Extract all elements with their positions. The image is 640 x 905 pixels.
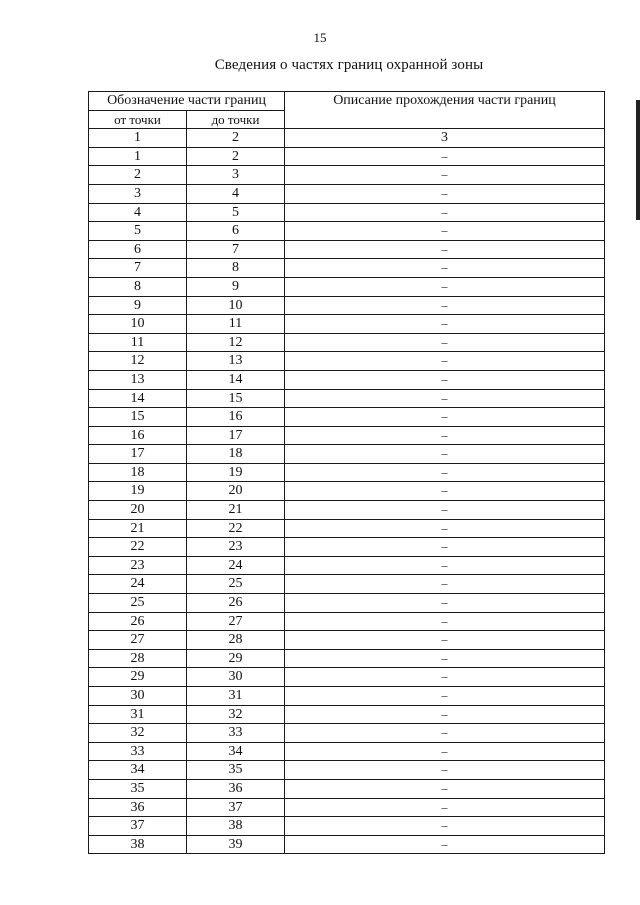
to-point-cell: 39 bbox=[187, 835, 285, 854]
from-point-cell: 2 bbox=[89, 166, 187, 185]
from-point-cell: 27 bbox=[89, 631, 187, 650]
page-number: 15 bbox=[313, 30, 327, 45]
from-point-cell: 19 bbox=[89, 482, 187, 501]
table-row bbox=[89, 779, 605, 798]
to-point-cell: 13 bbox=[187, 352, 285, 371]
to-point-cell: 9 bbox=[187, 277, 285, 296]
description-cell: – bbox=[285, 705, 605, 724]
to-point-cell: 30 bbox=[187, 668, 285, 687]
table-row bbox=[89, 798, 605, 817]
to-point-cell: 14 bbox=[187, 370, 285, 389]
from-point-cell: 5 bbox=[89, 222, 187, 241]
description-cell: – bbox=[285, 277, 605, 296]
table-row bbox=[89, 370, 605, 389]
description-cell: – bbox=[285, 426, 605, 445]
table-row bbox=[89, 166, 605, 185]
table-row bbox=[89, 315, 605, 334]
table-row bbox=[89, 333, 605, 352]
to-point-cell: 33 bbox=[187, 724, 285, 743]
to-point-cell: 10 bbox=[187, 296, 285, 315]
from-point-cell: 13 bbox=[89, 370, 187, 389]
description-cell: – bbox=[285, 668, 605, 687]
to-point-cell: 8 bbox=[187, 259, 285, 278]
to-point-cell: 2 bbox=[187, 147, 285, 166]
description-cell: – bbox=[285, 724, 605, 743]
to-point-cell: 27 bbox=[187, 612, 285, 631]
table-row bbox=[89, 538, 605, 557]
from-point-cell: 37 bbox=[89, 817, 187, 836]
description-cell: – bbox=[285, 333, 605, 352]
description-cell: – bbox=[285, 296, 605, 315]
to-point-column-header: до точки bbox=[187, 110, 285, 129]
from-point-cell: 15 bbox=[89, 408, 187, 427]
table-row bbox=[89, 761, 605, 780]
to-point-cell: 32 bbox=[187, 705, 285, 724]
table-row bbox=[89, 296, 605, 315]
description-cell: – bbox=[285, 445, 605, 464]
from-point-cell: 10 bbox=[89, 315, 187, 334]
table-row bbox=[89, 835, 605, 854]
from-point-cell: 30 bbox=[89, 687, 187, 706]
table-row bbox=[89, 445, 605, 464]
table-row bbox=[89, 742, 605, 761]
description-cell: – bbox=[285, 556, 605, 575]
to-point-cell: 11 bbox=[187, 315, 285, 334]
table-row bbox=[89, 612, 605, 631]
table-row bbox=[89, 501, 605, 520]
description-cell: – bbox=[285, 408, 605, 427]
table-row bbox=[89, 389, 605, 408]
to-point-cell: 7 bbox=[187, 240, 285, 259]
table-row bbox=[89, 594, 605, 613]
to-point-cell: 23 bbox=[187, 538, 285, 557]
from-point-cell: 16 bbox=[89, 426, 187, 445]
table-row bbox=[89, 556, 605, 575]
description-cell: – bbox=[285, 370, 605, 389]
table-row bbox=[89, 240, 605, 259]
table-row bbox=[89, 222, 605, 241]
table-row bbox=[89, 203, 605, 222]
description-cell: – bbox=[285, 575, 605, 594]
to-point-cell: 5 bbox=[187, 203, 285, 222]
to-point-cell: 38 bbox=[187, 817, 285, 836]
description-cell: – bbox=[285, 817, 605, 836]
table-row bbox=[89, 408, 605, 427]
from-point-cell: 9 bbox=[89, 296, 187, 315]
description-cell: – bbox=[285, 742, 605, 761]
to-point-cell: 4 bbox=[187, 184, 285, 203]
table-header bbox=[89, 92, 605, 129]
from-point-cell: 38 bbox=[89, 835, 187, 854]
column-index-row bbox=[89, 129, 605, 148]
from-point-cell: 4 bbox=[89, 203, 187, 222]
boundary-table bbox=[88, 91, 605, 854]
table-row bbox=[89, 705, 605, 724]
to-point-cell: 29 bbox=[187, 649, 285, 668]
description-cell: – bbox=[285, 631, 605, 650]
description-cell: – bbox=[285, 203, 605, 222]
table-body bbox=[89, 129, 605, 854]
description-cell: – bbox=[285, 166, 605, 185]
to-point-cell: 16 bbox=[187, 408, 285, 427]
table-row bbox=[89, 184, 605, 203]
from-point-cell: 23 bbox=[89, 556, 187, 575]
to-point-cell: 26 bbox=[187, 594, 285, 613]
to-point-cell: 19 bbox=[187, 463, 285, 482]
from-point-cell: 6 bbox=[89, 240, 187, 259]
from-point-cell: 34 bbox=[89, 761, 187, 780]
to-point-cell: 17 bbox=[187, 426, 285, 445]
from-point-cell: 36 bbox=[89, 798, 187, 817]
from-point-cell: 11 bbox=[89, 333, 187, 352]
table-row bbox=[89, 463, 605, 482]
description-cell: – bbox=[285, 612, 605, 631]
to-point-cell: 18 bbox=[187, 445, 285, 464]
from-point-cell: 3 bbox=[89, 184, 187, 203]
to-point-cell: 6 bbox=[187, 222, 285, 241]
from-point-cell: 25 bbox=[89, 594, 187, 613]
table-row bbox=[89, 259, 605, 278]
from-point-cell: 8 bbox=[89, 277, 187, 296]
table-row bbox=[89, 482, 605, 501]
table-row bbox=[89, 631, 605, 650]
to-point-cell: 3 bbox=[187, 166, 285, 185]
description-cell: – bbox=[285, 240, 605, 259]
to-point-cell: 37 bbox=[187, 798, 285, 817]
to-point-cell: 25 bbox=[187, 575, 285, 594]
description-cell: – bbox=[285, 501, 605, 520]
to-point-cell: 20 bbox=[187, 482, 285, 501]
description-cell: – bbox=[285, 222, 605, 241]
description-cell: – bbox=[285, 352, 605, 371]
description-cell: – bbox=[285, 519, 605, 538]
from-point-column-header: от точки bbox=[89, 110, 187, 129]
scan-edge-mark bbox=[636, 100, 640, 220]
from-point-cell: 22 bbox=[89, 538, 187, 557]
from-point-cell: 32 bbox=[89, 724, 187, 743]
description-cell: – bbox=[285, 259, 605, 278]
column-index-cell: 1 bbox=[89, 129, 187, 148]
description-cell: – bbox=[285, 184, 605, 203]
table-row bbox=[89, 817, 605, 836]
description-cell: – bbox=[285, 761, 605, 780]
from-point-cell: 7 bbox=[89, 259, 187, 278]
to-point-cell: 35 bbox=[187, 761, 285, 780]
description-cell: – bbox=[285, 482, 605, 501]
table-row bbox=[89, 575, 605, 594]
column-index-cell: 2 bbox=[187, 129, 285, 148]
description-cell: – bbox=[285, 315, 605, 334]
description-cell: – bbox=[285, 147, 605, 166]
to-point-cell: 15 bbox=[187, 389, 285, 408]
table-row bbox=[89, 687, 605, 706]
description-column-header: Описание прохождения части границ bbox=[285, 92, 605, 129]
description-cell: – bbox=[285, 594, 605, 613]
description-cell: – bbox=[285, 463, 605, 482]
table-row bbox=[89, 277, 605, 296]
to-point-cell: 36 bbox=[187, 779, 285, 798]
to-point-cell: 24 bbox=[187, 556, 285, 575]
description-cell: – bbox=[285, 779, 605, 798]
from-point-cell: 18 bbox=[89, 463, 187, 482]
to-point-cell: 28 bbox=[187, 631, 285, 650]
from-point-cell: 24 bbox=[89, 575, 187, 594]
description-cell: – bbox=[285, 835, 605, 854]
to-point-cell: 21 bbox=[187, 501, 285, 520]
table-row bbox=[89, 668, 605, 687]
from-point-cell: 26 bbox=[89, 612, 187, 631]
from-point-cell: 12 bbox=[89, 352, 187, 371]
to-point-cell: 31 bbox=[187, 687, 285, 706]
table-row bbox=[89, 724, 605, 743]
to-point-cell: 34 bbox=[187, 742, 285, 761]
to-point-cell: 22 bbox=[187, 519, 285, 538]
from-point-cell: 28 bbox=[89, 649, 187, 668]
description-cell: – bbox=[285, 538, 605, 557]
from-point-cell: 14 bbox=[89, 389, 187, 408]
from-point-cell: 1 bbox=[89, 147, 187, 166]
table-row bbox=[89, 426, 605, 445]
description-cell: – bbox=[285, 389, 605, 408]
from-point-cell: 33 bbox=[89, 742, 187, 761]
header-row-group bbox=[89, 92, 605, 111]
table-row bbox=[89, 352, 605, 371]
table-row bbox=[89, 519, 605, 538]
description-cell: – bbox=[285, 687, 605, 706]
description-cell: – bbox=[285, 649, 605, 668]
from-point-cell: 35 bbox=[89, 779, 187, 798]
from-point-cell: 21 bbox=[89, 519, 187, 538]
from-point-cell: 29 bbox=[89, 668, 187, 687]
table-row bbox=[89, 147, 605, 166]
column-index-cell: 3 bbox=[285, 129, 605, 148]
table-row bbox=[89, 649, 605, 668]
page-title: Сведения о частях границ охранной зоны bbox=[214, 57, 484, 73]
column-group-header: Обозначение части границ bbox=[89, 92, 285, 111]
from-point-cell: 31 bbox=[89, 705, 187, 724]
description-cell: – bbox=[285, 798, 605, 817]
from-point-cell: 17 bbox=[89, 445, 187, 464]
to-point-cell: 12 bbox=[187, 333, 285, 352]
from-point-cell: 20 bbox=[89, 501, 187, 520]
